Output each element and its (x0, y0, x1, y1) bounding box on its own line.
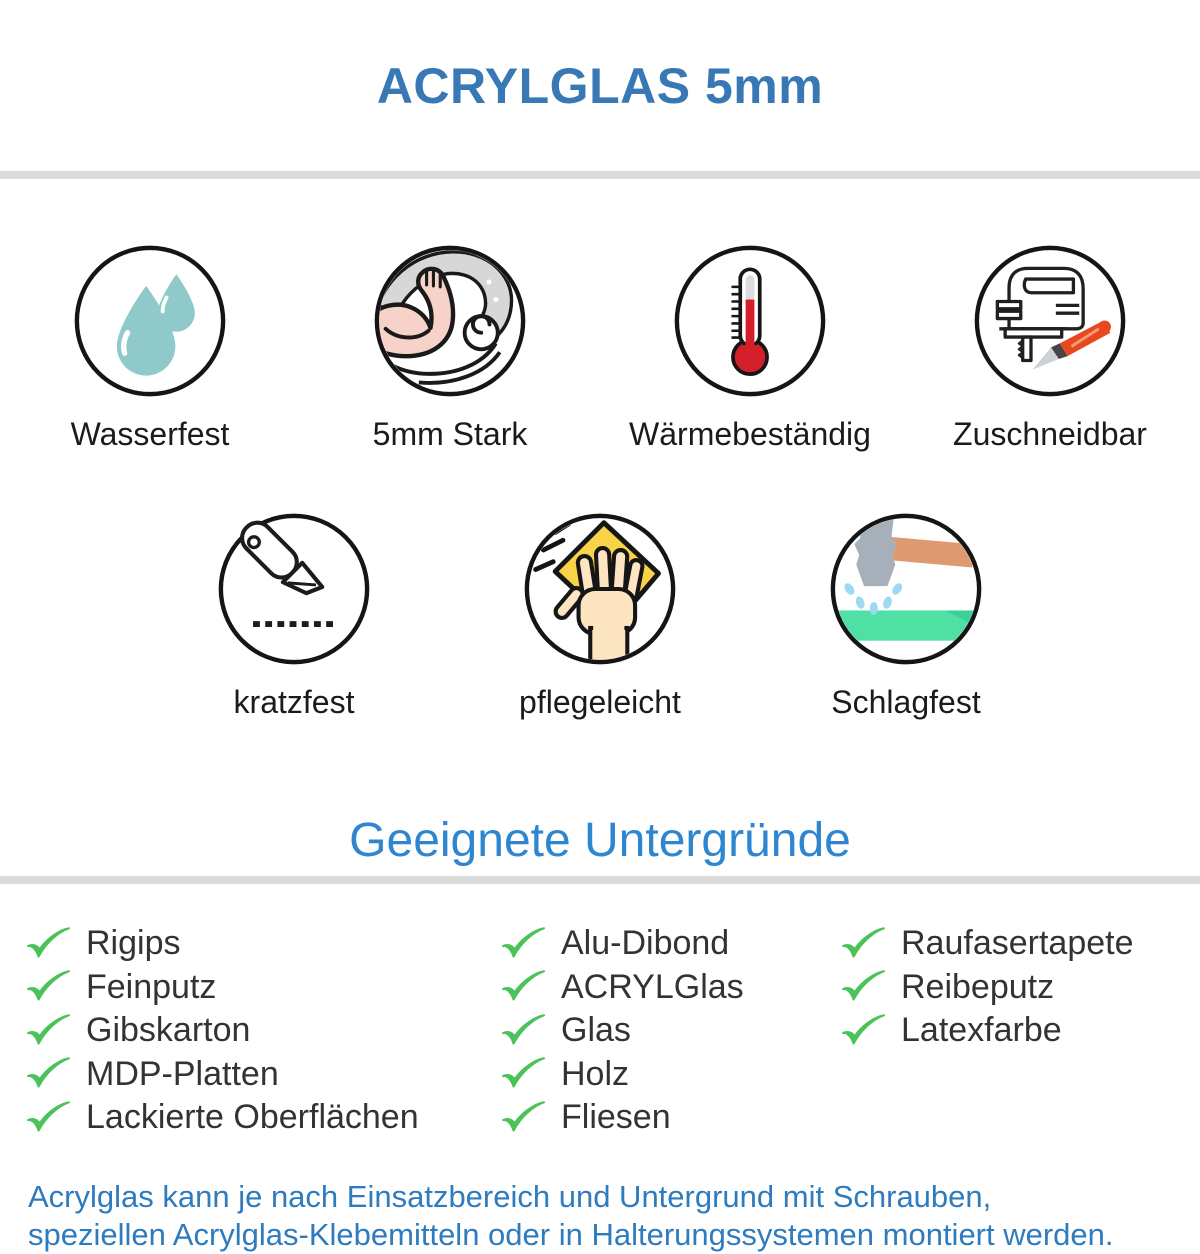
mounting-note-line-2: speziellen Acrylglas-Klebemitteln oder in Halterungssystemen montiert werden. (28, 1216, 1114, 1252)
mounting-note (0, 1178, 1200, 1254)
list-item (25, 966, 500, 1010)
list-item (500, 1053, 840, 1097)
utility-knife-icon (216, 511, 372, 667)
feature-schlagfest (753, 511, 1059, 721)
substrate-label: Gibskarton (86, 1011, 251, 1050)
list-item (500, 1096, 840, 1140)
check-icon (500, 1056, 546, 1092)
list-item (25, 1009, 500, 1053)
check-icon (500, 969, 546, 1005)
substrate-label: MDP-Platten (86, 1054, 279, 1093)
check-icon (25, 926, 71, 962)
substrate-label: Alu-Dibond (561, 924, 730, 963)
page-title: ACRYLGLAS 5mm (376, 57, 824, 114)
divider-top (0, 171, 1200, 179)
section-title: Geeignete Untergründe (349, 814, 851, 867)
substrate-label: Glas (561, 1011, 631, 1050)
check-icon (500, 1100, 546, 1136)
check-icon (25, 1100, 71, 1136)
substrate-label: ACRYLGlas (561, 967, 744, 1006)
feature-label: Schlagfest (831, 684, 981, 720)
list-item (25, 1096, 500, 1140)
water-drops-icon (72, 243, 228, 399)
check-icon (25, 969, 71, 1005)
feature-label: kratzfest (233, 684, 355, 720)
substrate-label: Lackierte Oberflächen (86, 1098, 419, 1137)
list-item (500, 922, 840, 966)
substrate-label: Latexfarbe (901, 1011, 1062, 1050)
substrate-label: Fliesen (561, 1098, 671, 1137)
substrate-label: Reibeputz (901, 967, 1055, 1006)
feature-zuschneidbar (900, 243, 1200, 453)
substrate-label: Holz (561, 1054, 630, 1093)
feature-waermebestaendig (600, 243, 900, 453)
feature-label: Wärmebeständig (629, 416, 871, 452)
feature-label: Wasserfest (70, 416, 230, 452)
check-icon (500, 1013, 546, 1049)
substrate-label: Rigips (86, 924, 181, 963)
check-icon (25, 1013, 71, 1049)
list-item (840, 922, 1200, 966)
features-row-2 (0, 511, 1200, 721)
check-icon (25, 1056, 71, 1092)
check-icon (840, 969, 886, 1005)
list-item (500, 1009, 840, 1053)
feature-pflegeleicht (447, 511, 753, 721)
substrates-list (0, 922, 1200, 1140)
list-item (840, 1009, 1200, 1053)
list-item (500, 966, 840, 1010)
substrates-column-1 (25, 922, 500, 1140)
substrate-label: Raufasertapete (901, 924, 1134, 963)
thermometer-icon (672, 243, 828, 399)
list-item (25, 1053, 500, 1097)
check-icon (840, 926, 886, 962)
hammer-icon (828, 511, 984, 667)
feature-wasserfest (0, 243, 300, 453)
substrates-column-3 (840, 922, 1200, 1140)
list-item (840, 966, 1200, 1010)
mounting-note-line-1: Acrylglas kann je nach Einsatzbereich und Untergrund mit Schrauben, (28, 1178, 992, 1214)
muscle-arm-icon (372, 243, 528, 399)
substrates-column-2 (500, 922, 840, 1140)
feature-kratzfest (141, 511, 447, 721)
divider-middle (0, 876, 1200, 884)
feature-label: Zuschneidbar (953, 416, 1147, 452)
acrylglas-infographic (0, 34, 1200, 1254)
feature-label: pflegeleicht (519, 684, 681, 720)
jigsaw-icon (972, 243, 1128, 399)
substrate-label: Feinputz (86, 967, 217, 1006)
feature-label: 5mm Stark (372, 416, 528, 452)
cleaning-cloth-hand-icon (522, 511, 678, 667)
features-row-1 (0, 243, 1200, 453)
list-item (25, 922, 500, 966)
check-icon (500, 926, 546, 962)
check-icon (840, 1013, 886, 1049)
feature-5mm-stark (300, 243, 600, 453)
